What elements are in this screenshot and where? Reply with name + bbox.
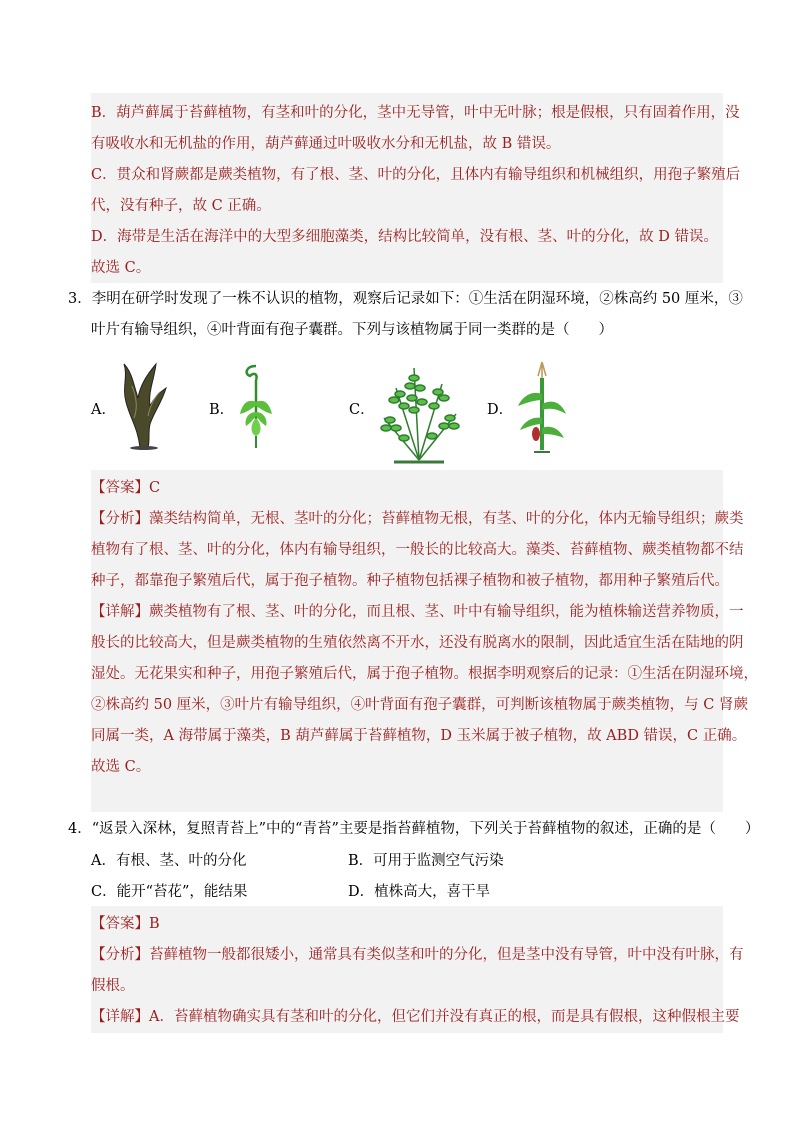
q4-answer-block — [91, 906, 744, 1033]
detail-line: ②株高约 50 厘米，③叶片有输导组织，④叶背面有孢子囊群，可判断该植物属于蕨类植物，与 C 肾蕨 — [91, 697, 748, 713]
prev-answer-block — [91, 93, 741, 283]
detail-line: 同属一类，A 海带属于藻类，B 葫芦藓属于苔藓植物，D 玉米属于被子植物，故 ABD 错误，C 正确。 — [91, 728, 747, 744]
q4-option-c: C．能开“苔花”，能结果 — [91, 884, 248, 900]
detail-line: 般长的比较高大，但是蕨类植物的生殖依然离不开水，还没有脱离水的限制，因此适宜生活在陆地的阴 — [91, 635, 744, 651]
prev-answer-line: 代，没有种子，故 C 正确。 — [91, 198, 271, 214]
q3-stem-line: 叶片有输导组织，④叶背面有孢子囊群。下列与该植物属于同一类群的是（ ） — [91, 322, 613, 338]
prev-answer-line: 有吸收水和无机盐的作用，葫芦藓通过叶吸收水分和无机盐，故 B 错误。 — [91, 136, 561, 152]
answer-label: 【答案】C — [91, 480, 161, 496]
analysis-line: 【分析】藻类结构简单，无根、茎叶的分化；苔藓植物无根，有茎、叶的分化，体内无输导组织；蕨类 — [91, 511, 744, 527]
prev-answer-line: 故选 C。 — [91, 260, 151, 276]
kelp-icon — [116, 358, 172, 450]
moss-icon — [236, 362, 276, 450]
prev-answer-line: D．海带是生活在海洋中的大型多细胞藻类，结构比较简单，没有根、茎、叶的分化，故 D 错误。 — [91, 229, 718, 245]
q4-option-a: A．有根、茎、叶的分化 — [91, 853, 247, 869]
analysis-line: 植物有了根、茎、叶的分化，体内有输导组织，一般长的比较高大。藻类、苔藓植物、蕨类植物都不结 — [91, 542, 744, 558]
fern-icon — [374, 348, 464, 466]
q3-stem-line: 3．李明在研学时发现了一株不认识的植物，观察后记录如下：①生活在阴湿环境，②株高约 50 厘米，③ — [68, 291, 743, 307]
analysis-line: 种子，都靠孢子繁殖后代，属于孢子植物。种子植物包括裸子植物和被子植物，都用种子繁殖后代。 — [91, 573, 729, 589]
option-d-label: D． — [487, 402, 514, 418]
detail-line: 【详解】蕨类植物有了根、茎、叶的分化，而且根、茎、叶中有输导组织，能为植株输送营养物质，一 — [91, 604, 744, 620]
analysis-line: 【分析】苔藓植物一般都很矮小，通常具有类似茎和叶的分化，但是茎中没有导管，叶中没有叶脉，有 — [91, 947, 744, 963]
corn-icon — [514, 358, 570, 454]
q4-option-b: B．可用于监测空气污染 — [348, 853, 504, 869]
detail-line: 湿处。无花果实和种子，用孢子繁殖后代，属于孢子植物。根据李明观察后的记录：①生活在阴湿环境， — [91, 666, 758, 682]
detail-line: 故选 C。 — [91, 759, 151, 775]
option-b-label: B． — [209, 402, 235, 418]
detail-line: 【详解】A．苔藓植物确实具有茎和叶的分化，但它们并没有真正的根，而是具有假根，这种假根主要 — [91, 1009, 740, 1025]
analysis-line: 假根。 — [91, 978, 135, 994]
prev-answer-line: C．贯众和肾蕨都是蕨类植物，有了根、茎、叶的分化，且体内有输导组织和机械组织，用孢子繁殖后 — [91, 167, 741, 183]
answer-label: 【答案】B — [91, 916, 160, 932]
prev-answer-line: B．葫芦藓属于苔藓植物，有茎和叶的分化，茎中无导管，叶中无叶脉；根是假根，只有固着作用，没 — [91, 105, 740, 121]
q4-option-d: D．植株高大，喜干旱 — [348, 884, 491, 900]
option-c-label: C． — [349, 402, 375, 418]
option-a-label: A． — [91, 402, 116, 418]
q4-stem: 4．“返景入深林，复照青苔上”中的“青苔”主要是指苔藓植物，下列关于苔藓植物的叙述，正确的是（ ） — [68, 821, 760, 837]
q3-answer-block — [91, 470, 758, 812]
